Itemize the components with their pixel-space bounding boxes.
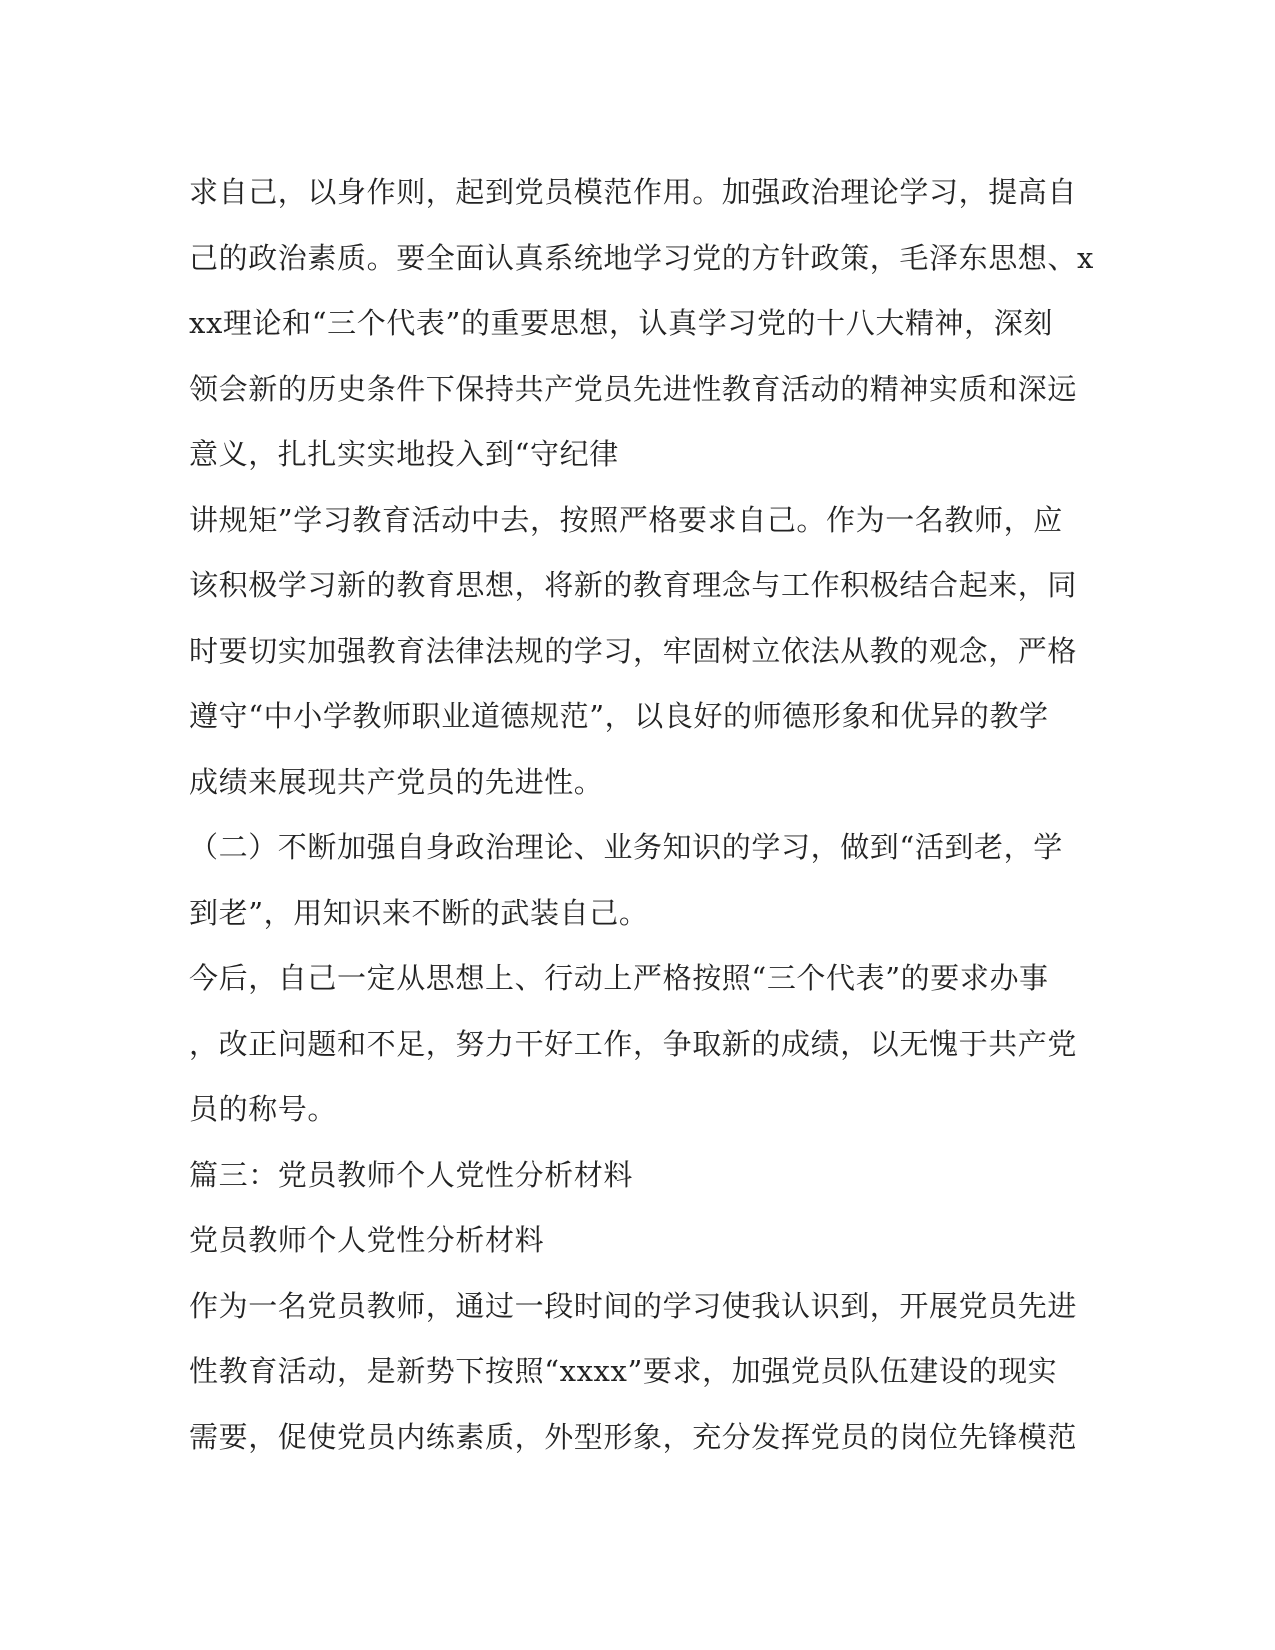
text-line: 该积极学习新的教育思想，将新的教育理念与工作积极结合起来，同 [189, 568, 1078, 602]
text-line: 员的称号。 [189, 1092, 338, 1126]
text-line: 意义，扎扎实实地投入到“守纪律 [189, 437, 619, 471]
text-line: 时要切实加强教育法律法规的学习，牢固树立依法从教的观念，严格 [189, 633, 1078, 668]
text-line: 性教育活动，是新势下按照“xxxx”要求，加强党员队伍建设的现实 [189, 1354, 1058, 1388]
section-heading-line: （二）不断加强自身政治理论、业务知识的学习，做到“活到老，学 [189, 830, 1063, 864]
text-line: 讲规矩”学习教育活动中去，按照严格要求自己。作为一名教师，应 [189, 502, 1063, 537]
text-line: xx理论和“三个代表”的重要思想，认真学习党的十八大精神，深刻 [189, 306, 1053, 340]
text-line: 领会新的历史条件下保持共产党员先进性教育活动的精神实质和深远 [189, 371, 1078, 406]
text-line: 作为一名党员教师，通过一段时间的学习使我认识到，开展党员先进 [189, 1288, 1078, 1323]
document-body [189, 160, 1094, 1470]
text-line: 到老”，用知识来不断的武装自己。 [189, 895, 649, 930]
chapter-heading: 篇三：党员教师个人党性分析材料 [189, 1157, 634, 1192]
text-line: 需要，促使党员内练素质，外型形象，充分发挥党员的岗位先锋模范 [189, 1419, 1078, 1454]
text-line: ，改正问题和不足，努力干好工作，争取新的成绩，以无愧于共产党 [189, 1026, 1078, 1061]
text-line: 己的政治素质。要全面认真系统地学习党的方针政策，毛泽东思想、x [189, 240, 1094, 275]
text-line: 今后，自己一定从思想上、行动上严格按照“三个代表”的要求办事 [189, 961, 1049, 995]
text-line: 遵守“中小学教师职业道德规范”，以良好的师德形象和优异的教学 [189, 699, 1049, 733]
text-line: 成绩来展现共产党员的先进性。 [189, 764, 604, 799]
article-title: 党员教师个人党性分析材料 [189, 1223, 545, 1257]
text-line: 求自己，以身作则，起到党员模范作用。加强政治理论学习，提高自 [189, 175, 1078, 209]
